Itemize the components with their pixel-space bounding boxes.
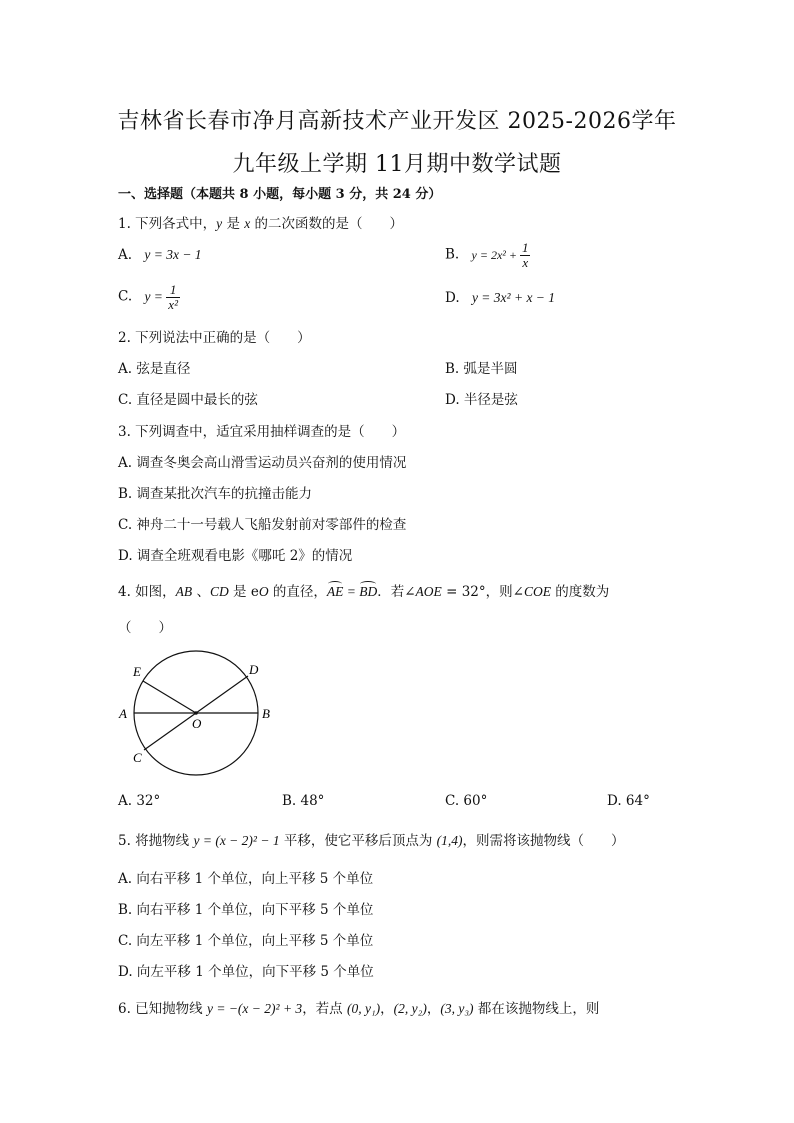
option-label: A. bbox=[118, 247, 133, 263]
q5-parabola: y = (x − 2)² − 1 bbox=[193, 833, 280, 848]
q1-option-d[interactable] bbox=[445, 290, 555, 306]
option-label: C. bbox=[118, 288, 133, 305]
fraction bbox=[520, 241, 531, 269]
q1-var-y: y bbox=[216, 216, 223, 231]
q4-seg-ab: AB bbox=[175, 584, 193, 599]
q4-angle-aoe: AOE bbox=[415, 584, 442, 599]
numerator: 1 bbox=[166, 283, 180, 298]
q5-vertex: (1,4) bbox=[436, 833, 463, 848]
q1-option-b[interactable] bbox=[445, 241, 530, 269]
circle-figure bbox=[115, 645, 285, 785]
q3-option-b[interactable]: B. 调查某批次汽车的抗撞击能力 bbox=[118, 486, 313, 502]
question-2-stem: 2. 下列说法中正确的是（ ） bbox=[118, 330, 311, 346]
section-heading: 一、选择题（本题共 8 小题，每小题 3 分，共 24 分） bbox=[118, 187, 442, 202]
label-d: D bbox=[249, 662, 259, 677]
q4-text: 、 bbox=[192, 584, 210, 600]
option-math: y = 3x − 1 bbox=[144, 247, 202, 262]
center-point bbox=[194, 711, 198, 715]
q4-arc-bd: BD bbox=[359, 584, 378, 599]
q4-angle-coe: COE bbox=[523, 584, 551, 599]
q6-text: 6. 已知抛物线 bbox=[118, 1001, 207, 1017]
question-6-stem bbox=[118, 997, 599, 1017]
q5-option-c[interactable]: C. 向左平移 1 个单位，向上平移 5 个单位 bbox=[118, 933, 374, 949]
q5-text: 平移，使它平移后顶点为 bbox=[279, 833, 437, 849]
q4-text: 的度数为 bbox=[550, 584, 610, 600]
q4-option-a[interactable]: A. 32° bbox=[118, 793, 161, 809]
question-5-stem bbox=[118, 829, 625, 849]
q1-var-x: x bbox=[244, 216, 251, 231]
q4-text: 的直径， bbox=[268, 584, 327, 600]
label-e: E bbox=[133, 664, 141, 679]
q5-text: 5. 将抛物线 bbox=[118, 833, 194, 849]
q6-text: ，若点 bbox=[302, 1001, 347, 1017]
question-4-stem bbox=[118, 580, 609, 600]
option-label: D. bbox=[445, 290, 460, 306]
radius-oe bbox=[143, 681, 196, 713]
denominator: x bbox=[522, 254, 529, 270]
q6-point-1: (0, y₁) bbox=[346, 1001, 381, 1016]
q2-option-d[interactable]: D. 半径是弦 bbox=[445, 392, 518, 408]
q4-text: 4. 如图， bbox=[118, 584, 176, 600]
option-math: y = bbox=[144, 288, 167, 304]
label-a: A bbox=[119, 706, 127, 721]
q5-option-b[interactable]: B. 向右平移 1 个单位，向下平移 5 个单位 bbox=[118, 902, 374, 918]
q4-arc-ae: AE bbox=[326, 584, 344, 599]
denominator: x² bbox=[168, 296, 178, 312]
q6-point-2: (2, y₂) bbox=[393, 1001, 427, 1016]
q4-seg-cd: CD bbox=[209, 584, 229, 599]
label-o: O bbox=[192, 716, 202, 731]
q2-option-a[interactable]: A. 弦是直径 bbox=[118, 361, 191, 377]
q1-option-a[interactable] bbox=[118, 247, 202, 263]
title-line-2: 九年级上学期 11月期中数学试题 bbox=[232, 152, 562, 177]
label-b: B bbox=[262, 706, 270, 721]
numerator: 1 bbox=[521, 240, 529, 255]
q2-option-c[interactable]: C. 直径是圆中最长的弦 bbox=[118, 392, 258, 408]
label-c: C bbox=[133, 750, 142, 765]
q1-stem-text: 1. 下列各式中， bbox=[118, 216, 217, 232]
q4-text: ．若∠ bbox=[377, 584, 416, 600]
q4-center-o: O bbox=[258, 584, 269, 599]
fraction bbox=[166, 283, 180, 311]
q6-parabola: y = −(x − 2)² + 3 bbox=[206, 1001, 303, 1016]
q6-text: 都在该抛物线上，则 bbox=[473, 1001, 600, 1017]
q3-option-a[interactable]: A. 调查冬奥会高山滑雪运动员兴奋剂的使用情况 bbox=[118, 455, 407, 471]
q6-point-3: (3, y₃) bbox=[440, 1001, 474, 1016]
q4-text: = 32°，则∠ bbox=[441, 584, 524, 600]
q6-text: ， bbox=[380, 1001, 394, 1017]
q4-equals: = bbox=[343, 584, 360, 599]
q4-option-b[interactable]: B. 48° bbox=[282, 793, 325, 809]
q4-answer-paren: （ ） bbox=[118, 620, 172, 636]
q1-stem-text-3: 的二次函数的是（ ） bbox=[250, 216, 404, 232]
q5-option-d[interactable]: D. 向左平移 1 个单位，向下平移 5 个单位 bbox=[118, 964, 374, 980]
question-1-stem bbox=[118, 212, 403, 232]
title-line-1: 吉林省长春市净月高新技术产业开发区 2025-2026学年 bbox=[117, 109, 677, 134]
option-math: y = 2x² + bbox=[471, 247, 520, 262]
option-math: y = 3x² + x − 1 bbox=[471, 290, 556, 305]
q5-option-a[interactable]: A. 向右平移 1 个单位，向上平移 5 个单位 bbox=[118, 871, 374, 887]
q6-text: ， bbox=[426, 1001, 441, 1017]
q4-text: 是 e bbox=[228, 584, 259, 600]
option-label: B. bbox=[445, 246, 460, 263]
q3-option-c[interactable]: C. 神舟二十一号载人飞船发射前对零部件的检查 bbox=[118, 517, 407, 533]
q2-option-b[interactable]: B. 弧是半圆 bbox=[445, 361, 518, 377]
q5-text: ，则需将该抛物线（ ） bbox=[462, 833, 625, 849]
q1-stem-text-2: 是 bbox=[222, 216, 245, 232]
q4-option-d[interactable]: D. 64° bbox=[607, 793, 650, 809]
q3-option-d[interactable]: D. 调查全班观看电影《哪吒 2》的情况 bbox=[118, 548, 353, 564]
question-3-stem: 3. 下列调查中，适宜采用抽样调查的是（ ） bbox=[118, 424, 406, 440]
q4-option-c[interactable]: C. 60° bbox=[445, 793, 488, 809]
q1-option-c[interactable] bbox=[118, 283, 180, 311]
